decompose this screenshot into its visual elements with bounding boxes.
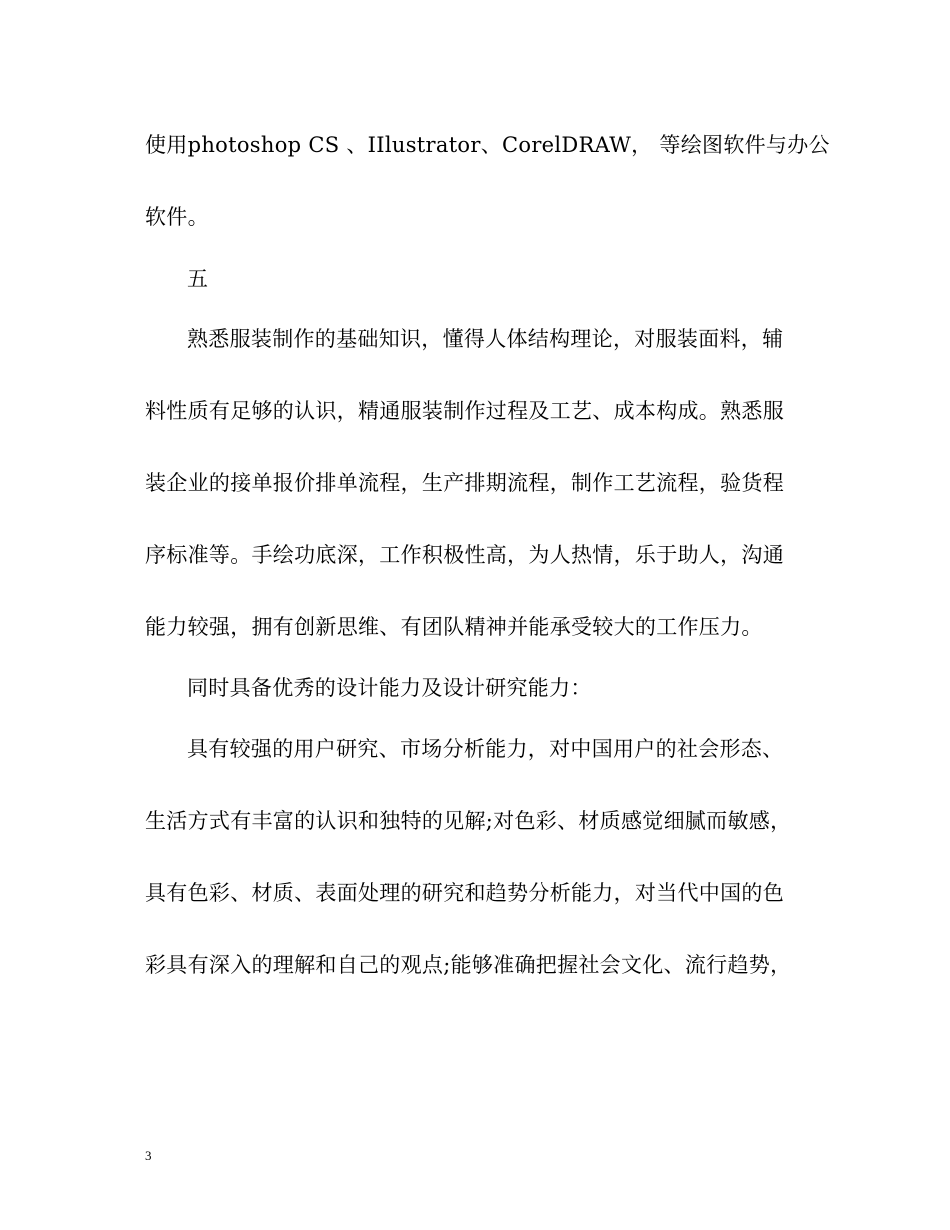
section-heading-five: 五 [187, 267, 209, 291]
text-line: 彩具有深入的理解和自己的观点;能够准确把握社会文化、流行趋势， [145, 953, 792, 977]
text-line-software-end: 软件。 [145, 205, 209, 229]
text-line: 能力较强，拥有创新思维、有团队精神并能承受较大的工作压力。 [145, 615, 763, 639]
text-line: 同时具备优秀的设计能力及设计研究能力： [187, 676, 592, 700]
page-number: 3 [145, 1148, 152, 1163]
text-line-software: 使用photoshop CS 、IIlustrator、CorelDRAW， 等绘图软件与办公 [145, 133, 830, 157]
text-line: 生活方式有丰富的认识和独特的见解;对色彩、材质感觉细腻而敏感， [145, 809, 792, 833]
text-line: 序标准等。手绘功底深，工作积极性高，为人热情，乐于助人，沟通 [145, 543, 784, 567]
text-line: 具有色彩、材质、表面处理的研究和趋势分析能力，对当代中国的色 [145, 881, 784, 905]
text-line: 熟悉服装制作的基础知识，懂得人体结构理论，对服装面料，辅 [187, 327, 784, 351]
text-line: 装企业的接单报价排单流程，生产排期流程，制作工艺流程，验货程 [145, 471, 784, 495]
text-line: 具有较强的用户研究、市场分析能力，对中国用户的社会形态、 [187, 737, 784, 761]
text-line: 料性质有足够的认识，精通服装制作过程及工艺、成本构成。熟悉服 [145, 399, 784, 423]
